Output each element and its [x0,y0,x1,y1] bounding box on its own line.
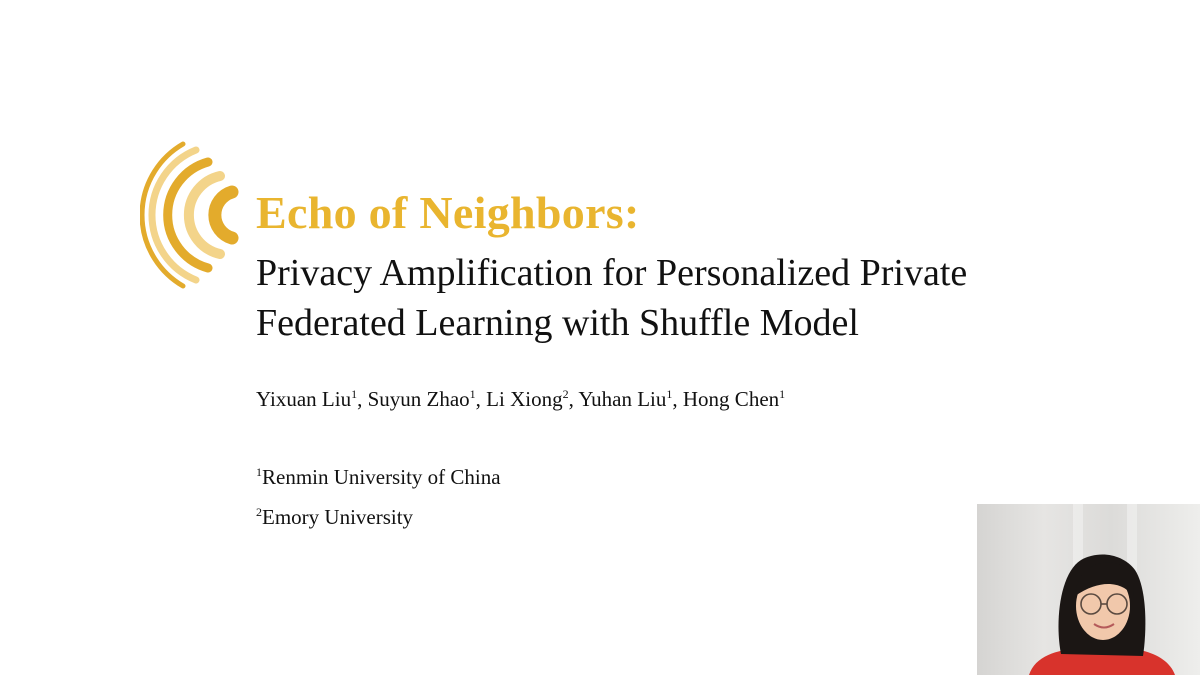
author-separator: , [357,387,368,411]
echo-waves-icon [140,140,250,290]
slide-subtitle [256,248,1156,348]
affiliation-mark: 1 [469,387,476,401]
presenter-webcam-video[interactable] [977,504,1200,675]
affiliation-name: Emory University [262,505,414,529]
author-name: Hong Chen [682,387,780,411]
subtitle-line: Federated Learning with Shuffle Model [256,302,859,344]
author-name: Suyun Zhao [367,387,470,411]
affiliation-mark: 1 [666,387,673,401]
author-separator: , [475,387,487,411]
presenter-figure [977,504,1200,675]
author-separator: , [568,387,579,411]
affiliation-name: Renmin University of China [262,465,501,489]
subtitle-line: Privacy Amplification for Personalized Private [256,252,968,294]
affiliation-mark: 2 [256,505,262,519]
author-separator: , [672,387,683,411]
author-name: Li Xiong [486,387,563,411]
slide-title: Echo of Neighbors: [256,187,640,238]
author-list [256,387,785,412]
author-name: Yuhan Liu [578,387,667,411]
affiliation-mark: 1 [256,465,262,479]
author-name: Yixuan Liu [256,387,352,411]
affiliation-mark: 2 [562,387,569,401]
affiliation-mark: 1 [779,387,786,401]
affiliation-mark: 1 [351,387,358,401]
affiliation-renmin [256,465,501,490]
affiliation-emory [256,505,413,530]
